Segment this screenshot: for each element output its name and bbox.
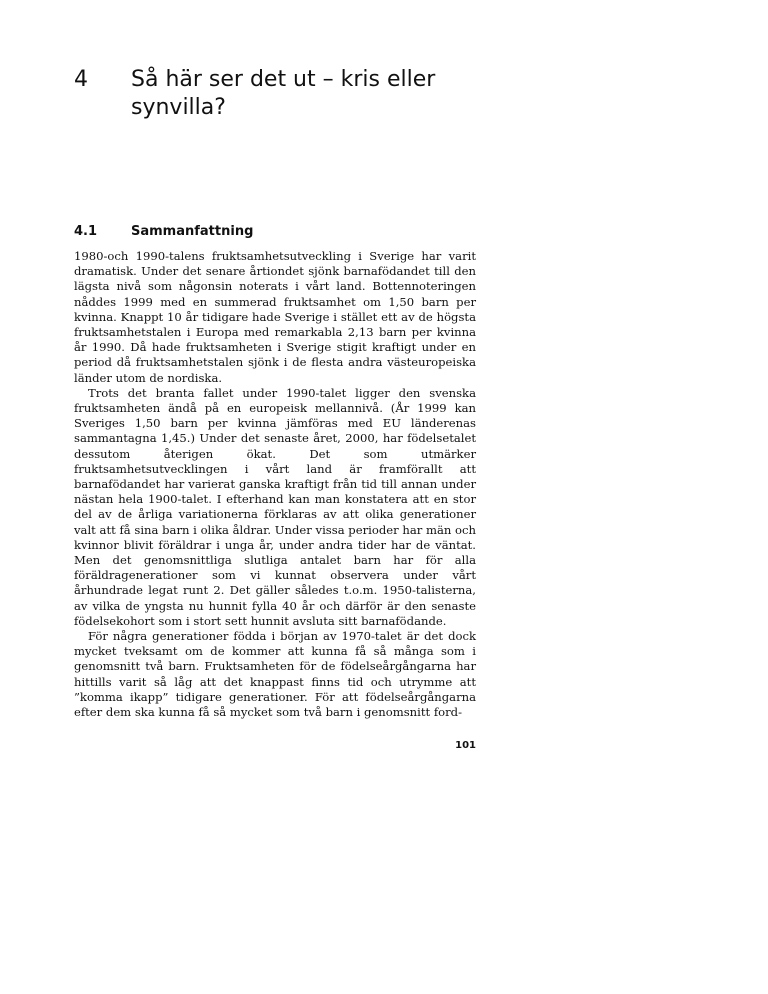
body-text — [74, 249, 476, 720]
paragraph: För några generationer födda i början av 1970-talet är det dock mycket tveksamt om de kommer att kunna få så många som i genomsnitt två barn. Fruktsamheten för de födelseårgångarna har hittills varit så låg att det knappast finns tid och utrymme att ”komma ikapp” tidigare generationer. För att födelseårgångarna efter dem ska kunna få så mycket som två barn i genomsnitt ford- — [74, 629, 476, 720]
chapter-number: 4 — [74, 67, 88, 92]
paragraph: Trots det branta fallet under 1990-talet ligger den svenska fruktsamheten ändå på en europeisk mellannivå. (År 1999 kan Sveriges 1,50 barn per kvinna jämföras med EU länderenas sammantagna 1,45.) Under det senaste året, 2000, har födelsetalet dessutom återigen ökat. Det som utmärker fruktsamhetsutvecklingen i vårt land är framförallt att barnafödandet har varierat ganska kraftigt från tid till annan under nästan hela 1900-talet. I efterhand kan man konstatera att en stor del av de årliga variationerna förklaras av att olika generationer valt att få sina barn i olika åldrar. Under vissa perioder har män och kvinnor blivit föräldrar i unga år, under andra tider har de väntat. Men det genomsnittliga slutliga antalet barn har för alla föräldragenerationer som vi kunnat observera under vårt århundrade legat runt 2. Det gäller således t.o.m. 1950-talisterna, av vilka de yngsta nu hunnit fylla 40 år och därför är den senaste födelsekohort som i stort sett hunnit avsluta sitt barnafödande. — [74, 385, 476, 628]
chapter-title: Så här ser det ut – kris eller synvilla? — [131, 67, 436, 120]
section-number: 4.1 — [74, 224, 98, 239]
paragraph: 1980-och 1990-talens fruktsamhetsutveckling i Sverige har varit dramatisk. Under det senare årtiondet sjönk barnafödandet till den lägsta nivå som någonsin noterats i vårt land. Bottennoteringen nåddes 1999 med en summerad fruktsamhet om 1,50 barn per kvinna. Knappt 10 år tidigare hade Sverige i stället ett av de högsta fruktsamhetstalen i Europa med remarkabla 2,13 barn per kvinna år 1990. Då hade fruktsamheten i Sverige stigit kraftigt under en period då fruktsamhetstalen sjönk i de flesta andra västeuropeiska länder utom de nordiska. — [74, 249, 476, 385]
section-title: Sammanfattning — [131, 224, 254, 239]
page-number: 101 — [455, 740, 476, 751]
